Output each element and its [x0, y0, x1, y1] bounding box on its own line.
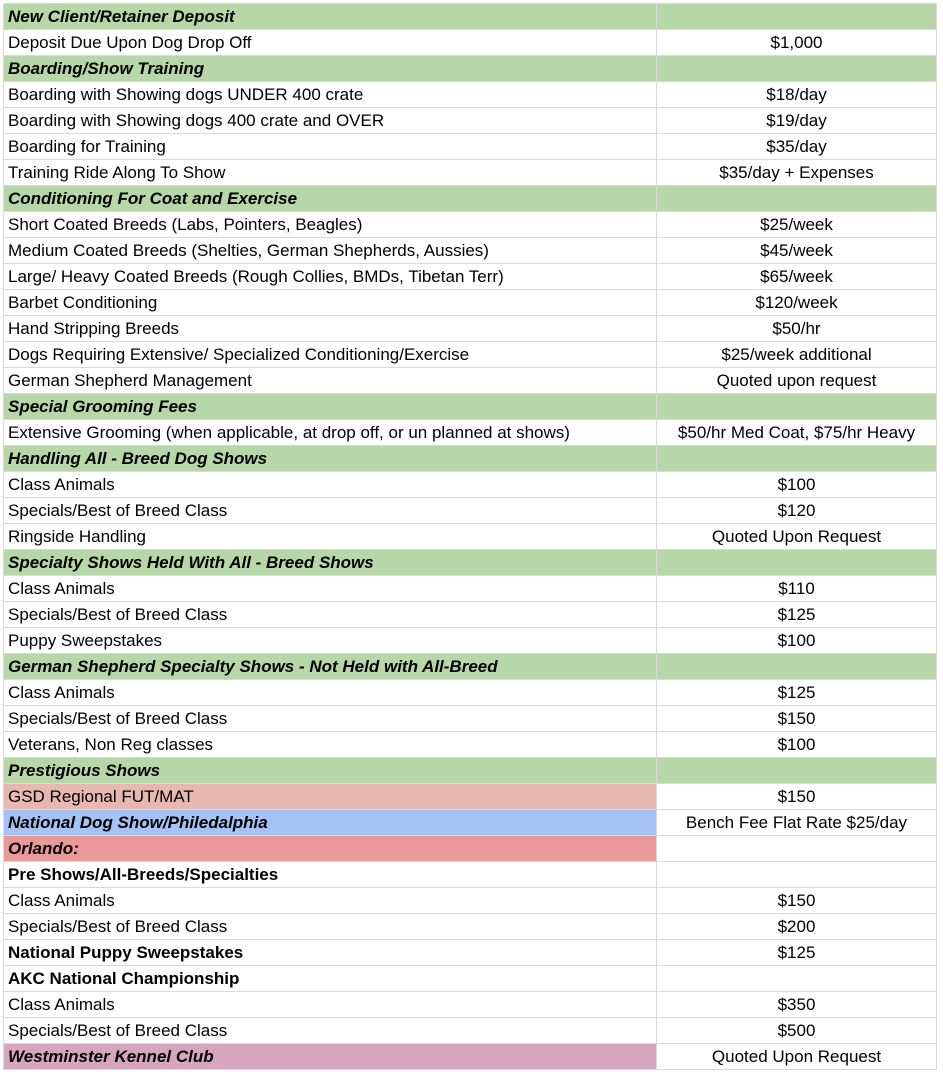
service-label-cell[interactable]: Westminster Kennel Club: [4, 1044, 657, 1070]
price-cell[interactable]: $125: [657, 602, 937, 628]
price-cell[interactable]: $25/week additional: [657, 342, 937, 368]
price-cell[interactable]: [657, 654, 937, 680]
service-label-cell[interactable]: Veterans, Non Reg classes: [4, 732, 657, 758]
fee-row: [4, 160, 937, 186]
fee-row: [4, 498, 937, 524]
fee-row: [4, 238, 937, 264]
fee-row: [4, 368, 937, 394]
price-cell[interactable]: [657, 4, 937, 30]
service-label-cell[interactable]: GSD Regional FUT/MAT: [4, 784, 657, 810]
section-title-cell[interactable]: Conditioning For Coat and Exercise: [4, 186, 657, 212]
price-cell[interactable]: $125: [657, 680, 937, 706]
price-cell[interactable]: [657, 758, 937, 784]
service-label-cell[interactable]: Boarding with Showing dogs 400 crate and OVER: [4, 108, 657, 134]
section-header-row: [4, 186, 937, 212]
service-label-cell[interactable]: Class Animals: [4, 680, 657, 706]
price-cell[interactable]: $150: [657, 784, 937, 810]
service-label-cell[interactable]: Ringside Handling: [4, 524, 657, 550]
price-cell[interactable]: $120: [657, 498, 937, 524]
service-label-cell[interactable]: Pre Shows/All-Breeds/Specialties: [4, 862, 657, 888]
service-label-cell[interactable]: Boarding with Showing dogs UNDER 400 crate: [4, 82, 657, 108]
service-label-cell[interactable]: Large/ Heavy Coated Breeds (Rough Collies, BMDs, Tibetan Terr): [4, 264, 657, 290]
service-label-cell[interactable]: Specials/Best of Breed Class: [4, 498, 657, 524]
fee-row: [4, 992, 937, 1018]
price-cell[interactable]: $45/week: [657, 238, 937, 264]
price-cell[interactable]: Bench Fee Flat Rate $25/day: [657, 810, 937, 836]
price-cell[interactable]: $100: [657, 472, 937, 498]
service-label-cell[interactable]: Specials/Best of Breed Class: [4, 706, 657, 732]
section-header-row: [4, 654, 937, 680]
section-title-cell[interactable]: Special Grooming Fees: [4, 394, 657, 420]
service-label-cell[interactable]: Specials/Best of Breed Class: [4, 602, 657, 628]
price-cell[interactable]: [657, 56, 937, 82]
service-label-cell[interactable]: Training Ride Along To Show: [4, 160, 657, 186]
section-header-row: [4, 758, 937, 784]
fee-row: [4, 966, 937, 992]
price-cell[interactable]: $120/week: [657, 290, 937, 316]
section-title-cell[interactable]: Prestigious Shows: [4, 758, 657, 784]
service-label-cell[interactable]: Orlando:: [4, 836, 657, 862]
price-cell[interactable]: $19/day: [657, 108, 937, 134]
fee-row: [4, 472, 937, 498]
fee-schedule-body: [4, 4, 937, 1070]
fee-row: [4, 524, 937, 550]
fee-row: [4, 290, 937, 316]
price-cell[interactable]: Quoted upon request: [657, 368, 937, 394]
fee-row: [4, 108, 937, 134]
fee-row: [4, 862, 937, 888]
section-title-cell[interactable]: Specialty Shows Held With All - Breed Shows: [4, 550, 657, 576]
fee-row: [4, 30, 937, 56]
price-cell[interactable]: $500: [657, 1018, 937, 1044]
fee-row: [4, 602, 937, 628]
fee-row: [4, 342, 937, 368]
service-label-cell[interactable]: Specials/Best of Breed Class: [4, 914, 657, 940]
fee-row: [4, 212, 937, 238]
price-cell[interactable]: $50/hr: [657, 316, 937, 342]
section-title-cell[interactable]: New Client/Retainer Deposit: [4, 4, 657, 30]
price-cell[interactable]: $125: [657, 940, 937, 966]
price-cell[interactable]: $35/day: [657, 134, 937, 160]
fee-row: [4, 628, 937, 654]
price-cell[interactable]: $350: [657, 992, 937, 1018]
fee-row: [4, 680, 937, 706]
fee-row: [4, 316, 937, 342]
section-title-cell[interactable]: Handling All - Breed Dog Shows: [4, 446, 657, 472]
service-label-cell[interactable]: Dogs Requiring Extensive/ Specialized Conditioning/Exercise: [4, 342, 657, 368]
fee-row: [4, 1018, 937, 1044]
price-cell[interactable]: $65/week: [657, 264, 937, 290]
fee-row: [4, 1044, 937, 1070]
service-label-cell[interactable]: Deposit Due Upon Dog Drop Off: [4, 30, 657, 56]
fee-row: [4, 914, 937, 940]
price-cell[interactable]: [657, 836, 937, 862]
service-label-cell[interactable]: Puppy Sweepstakes: [4, 628, 657, 654]
price-cell[interactable]: $100: [657, 628, 937, 654]
service-label-cell[interactable]: Class Animals: [4, 576, 657, 602]
price-cell[interactable]: [657, 966, 937, 992]
price-cell[interactable]: $18/day: [657, 82, 937, 108]
fee-row: [4, 264, 937, 290]
section-header-row: [4, 56, 937, 82]
service-label-cell[interactable]: National Puppy Sweepstakes: [4, 940, 657, 966]
price-cell[interactable]: $25/week: [657, 212, 937, 238]
price-cell[interactable]: [657, 446, 937, 472]
fee-row: [4, 706, 937, 732]
fee-row: [4, 82, 937, 108]
service-label-cell[interactable]: Specials/Best of Breed Class: [4, 1018, 657, 1044]
fee-schedule-table: [3, 3, 937, 1070]
fee-row: [4, 576, 937, 602]
service-label-cell[interactable]: Class Animals: [4, 992, 657, 1018]
section-header-row: [4, 394, 937, 420]
price-cell[interactable]: [657, 550, 937, 576]
service-label-cell[interactable]: Boarding for Training: [4, 134, 657, 160]
price-cell[interactable]: $110: [657, 576, 937, 602]
section-header-row: [4, 446, 937, 472]
fee-row: [4, 420, 937, 446]
price-cell[interactable]: $200: [657, 914, 937, 940]
price-cell[interactable]: Quoted Upon Request: [657, 1044, 937, 1070]
fee-row: [4, 732, 937, 758]
price-cell[interactable]: $150: [657, 706, 937, 732]
price-cell[interactable]: $50/hr Med Coat, $75/hr Heavy: [657, 420, 937, 446]
fee-row: [4, 810, 937, 836]
section-title-cell[interactable]: German Shepherd Specialty Shows - Not Held with All-Breed: [4, 654, 657, 680]
price-cell[interactable]: Quoted Upon Request: [657, 524, 937, 550]
section-title-cell[interactable]: Boarding/Show Training: [4, 56, 657, 82]
service-label-cell[interactable]: Class Animals: [4, 472, 657, 498]
fee-row: [4, 888, 937, 914]
service-label-cell[interactable]: AKC National Championship: [4, 966, 657, 992]
section-header-row: [4, 4, 937, 30]
fee-row: [4, 784, 937, 810]
fee-row: [4, 940, 937, 966]
price-cell[interactable]: $150: [657, 888, 937, 914]
section-header-row: [4, 550, 937, 576]
service-label-cell[interactable]: Extensive Grooming (when applicable, at drop off, or un planned at shows): [4, 420, 657, 446]
service-label-cell[interactable]: Barbet Conditioning: [4, 290, 657, 316]
service-label-cell[interactable]: Short Coated Breeds (Labs, Pointers, Beagles): [4, 212, 657, 238]
price-cell[interactable]: $1,000: [657, 30, 937, 56]
service-label-cell[interactable]: Class Animals: [4, 888, 657, 914]
service-label-cell[interactable]: Medium Coated Breeds (Shelties, German Shepherds, Aussies): [4, 238, 657, 264]
price-cell[interactable]: [657, 394, 937, 420]
price-cell[interactable]: [657, 186, 937, 212]
price-cell[interactable]: $35/day + Expenses: [657, 160, 937, 186]
fee-row: [4, 134, 937, 160]
service-label-cell[interactable]: German Shepherd Management: [4, 368, 657, 394]
fee-row: [4, 836, 937, 862]
price-cell[interactable]: $100: [657, 732, 937, 758]
service-label-cell[interactable]: Hand Stripping Breeds: [4, 316, 657, 342]
price-cell[interactable]: [657, 862, 937, 888]
service-label-cell[interactable]: National Dog Show/Philedalphia: [4, 810, 657, 836]
